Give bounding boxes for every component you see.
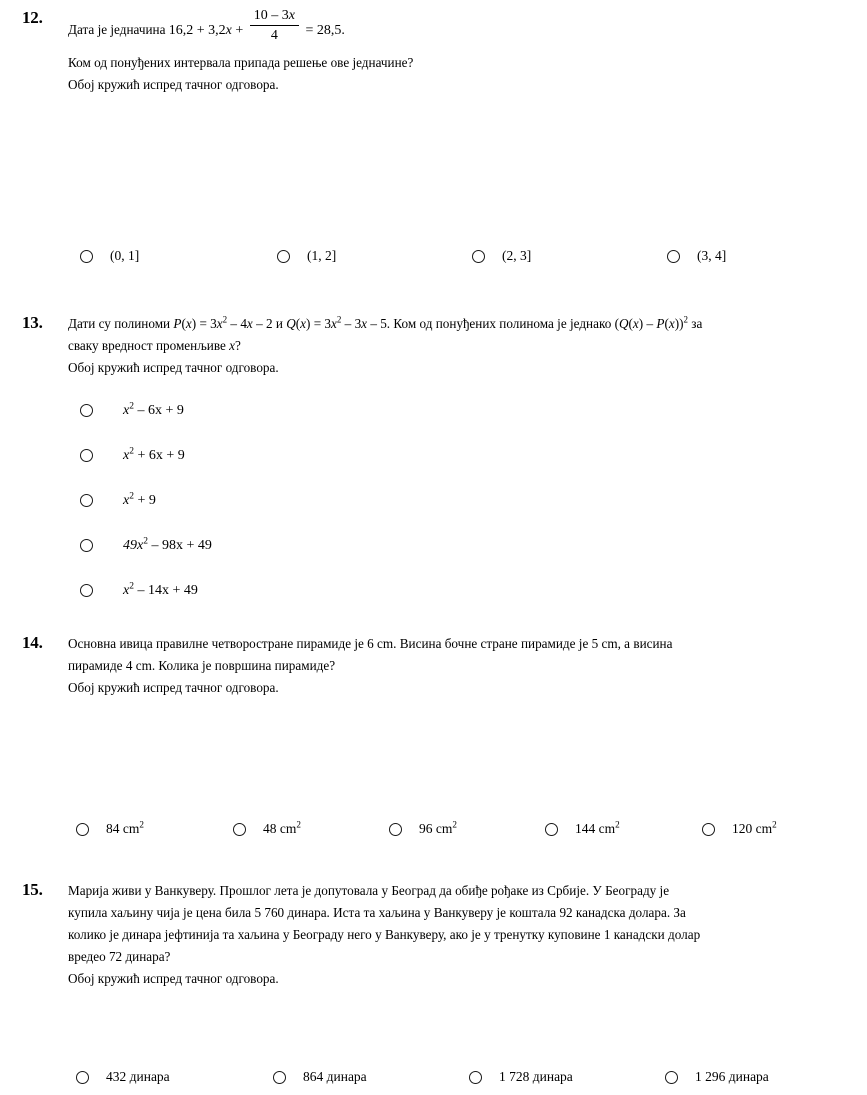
option-14-5-label — [732, 818, 777, 840]
q13-t11: ) – — [638, 316, 657, 331]
equation-lhs-start: 16,2 + 3,2 — [168, 23, 226, 38]
radio-circle-icon[interactable] — [277, 250, 290, 263]
opt13-4-rest: – 98x + 49 — [147, 537, 212, 553]
q13-t13: )) — [674, 316, 684, 331]
option-12-2-label: (1, 2] — [307, 248, 337, 263]
option-14-4-label — [575, 818, 620, 840]
fraction-numerator-start: 10 – 3 — [253, 7, 289, 23]
q13-x6: x — [361, 316, 368, 331]
question-12-equation-line — [68, 8, 833, 52]
equation-lhs-var: x — [225, 23, 232, 38]
q13-x2: x — [216, 316, 223, 331]
option-14-3[interactable] — [389, 818, 457, 840]
option-15-1[interactable] — [76, 1066, 170, 1088]
q13-t7: ) = 3 — [306, 316, 332, 331]
option-13-2-label — [123, 445, 185, 467]
equation-fraction — [250, 7, 299, 44]
option-15-2-label: 864 динара — [303, 1069, 367, 1084]
question-13-instruction: Обој кружић испред тачног одговора. — [68, 360, 279, 375]
question-14-instruction: Обој кружић испред тачног одговора. — [68, 680, 279, 695]
option-13-3[interactable] — [80, 478, 212, 523]
option-13-5[interactable] — [80, 568, 212, 613]
question-14-options — [0, 818, 867, 840]
q13-l2a: сваку вредност променљиве — [68, 338, 230, 353]
option-13-3-label — [123, 490, 156, 512]
q13-x7: x — [632, 316, 639, 331]
opt14-1-value: 84 — [106, 821, 120, 836]
option-13-2[interactable] — [80, 433, 212, 478]
question-15-line-2: купила хаљину чија је цена била 5 760 динара. Иста та хаљина у Ванкуверу је коштала 92 канадска долара. За — [68, 905, 686, 920]
opt13-2-sup: 2 — [129, 445, 134, 456]
q13-p: P — [173, 316, 182, 331]
option-14-2-label — [263, 818, 301, 840]
option-13-4[interactable] — [80, 523, 212, 568]
question-13-line-2 — [68, 335, 833, 357]
question-13-line-1 — [68, 313, 833, 335]
q13-t10: ( — [628, 316, 633, 331]
opt14-3-value: 96 — [419, 821, 433, 836]
opt13-1-rest: – 6x + 9 — [133, 402, 184, 418]
question-14-number: 14. — [22, 633, 43, 652]
equation-rhs: 28,5. — [316, 23, 345, 38]
option-14-1-label — [106, 818, 144, 840]
opt14-2-sup: 2 — [296, 819, 301, 830]
opt13-5-rest: – 14x + 49 — [133, 582, 198, 598]
radio-circle-icon[interactable] — [472, 250, 485, 263]
question-14-line-2: пирамиде 4 cm. Колика је површина пирамиде? — [68, 658, 336, 673]
q13-t4: – 4 — [227, 316, 247, 331]
opt14-4-value: 144 — [575, 821, 596, 836]
opt14-5-value: 120 — [732, 821, 753, 836]
option-12-3-label: (2, 3] — [502, 248, 532, 263]
option-12-2[interactable] — [277, 245, 336, 267]
q13-t2: ( — [181, 316, 186, 331]
option-12-1[interactable] — [80, 245, 139, 267]
radio-circle-icon[interactable] — [273, 1071, 286, 1084]
q13-t1: Дати су полиноми — [68, 316, 174, 331]
option-15-3[interactable] — [469, 1066, 573, 1088]
radio-circle-icon[interactable] — [80, 449, 93, 462]
opt14-2-value: 48 — [263, 821, 277, 836]
q13-t8: – 3 — [341, 316, 362, 331]
radio-circle-icon[interactable] — [702, 823, 715, 836]
question-12-body — [68, 8, 833, 96]
radio-circle-icon[interactable] — [469, 1071, 482, 1084]
question-12-options — [0, 245, 867, 267]
question-15-line-4: вредео 72 динара? — [68, 949, 171, 964]
option-12-4[interactable] — [667, 245, 726, 267]
opt13-4-var: 49x — [123, 537, 144, 553]
q13-q2: Q — [618, 316, 629, 331]
opt14-5-sup: 2 — [772, 819, 777, 830]
question-15-instruction: Обој кружић испред тачног одговора. — [68, 971, 279, 986]
q13-x4: x — [300, 316, 306, 331]
opt14-4-unit: cm — [598, 821, 616, 836]
radio-circle-icon[interactable] — [76, 1071, 89, 1084]
option-15-4[interactable] — [665, 1066, 769, 1088]
opt14-2-unit: cm — [279, 821, 297, 836]
option-15-3-label: 1 728 динара — [499, 1069, 573, 1084]
option-14-4[interactable] — [545, 818, 620, 840]
q13-x1: x — [185, 316, 192, 331]
q13-sup2: 2 — [336, 314, 342, 325]
option-15-2[interactable] — [273, 1066, 367, 1088]
option-15-4-label: 1 296 динара — [695, 1069, 769, 1084]
q13-x5: x — [331, 316, 337, 331]
radio-circle-icon[interactable] — [665, 1071, 678, 1084]
question-15-options — [0, 1066, 867, 1088]
question-12-number: 12. — [22, 8, 43, 27]
question-12-prompt: Ком од понуђених интервала припада решење ове једначине? — [68, 55, 414, 70]
radio-circle-icon[interactable] — [80, 250, 93, 263]
radio-circle-icon[interactable] — [80, 539, 93, 552]
option-14-2[interactable] — [233, 818, 301, 840]
question-14-body — [68, 633, 833, 699]
opt13-1-var: x — [123, 402, 130, 418]
q13-x3: x — [246, 316, 253, 331]
opt13-4-sup: 2 — [143, 535, 148, 546]
opt14-4-sup: 2 — [615, 819, 620, 830]
question-15-line-1: Марија живи у Ванкуверу. Прошлог лета је допутовала у Београд да обиђе рођаке из Србије. У Београду је — [68, 883, 670, 898]
radio-circle-icon[interactable] — [667, 250, 680, 263]
equation-equals: = — [305, 23, 314, 38]
opt14-5-unit: cm — [755, 821, 773, 836]
question-15-body — [68, 880, 833, 990]
option-13-5-label — [123, 580, 198, 602]
opt13-3-var: x — [123, 492, 130, 508]
radio-circle-icon[interactable] — [545, 823, 558, 836]
question-13-body — [68, 313, 833, 379]
q13-x8: x — [668, 316, 675, 331]
q13-t9: – 5. Ком од понуђених полинома је једнако ( — [367, 316, 619, 331]
opt13-2-rest: + 6x + 9 — [133, 447, 185, 463]
option-12-1-label: (0, 1] — [110, 248, 140, 263]
option-13-4-label — [123, 535, 212, 557]
option-12-4-label: (3, 4] — [697, 248, 727, 263]
question-13-number: 13. — [22, 313, 43, 332]
question-12-equation-intro: Дата је једначина — [68, 22, 166, 37]
equation-plus: + — [235, 23, 244, 38]
radio-circle-icon[interactable] — [389, 823, 402, 836]
opt13-5-var: x — [123, 582, 130, 598]
q13-t5: – 2 и — [252, 316, 287, 331]
radio-circle-icon[interactable] — [80, 584, 93, 597]
radio-circle-icon[interactable] — [233, 823, 246, 836]
question-15-number: 15. — [22, 880, 43, 899]
opt13-2-var: x — [123, 447, 130, 463]
q13-l2x: x — [229, 338, 236, 353]
opt14-3-unit: cm — [435, 821, 453, 836]
option-12-3[interactable] — [472, 245, 531, 267]
option-14-5[interactable] — [702, 818, 777, 840]
opt14-3-sup: 2 — [452, 819, 457, 830]
q13-q: Q — [286, 316, 296, 331]
radio-circle-icon[interactable] — [80, 494, 93, 507]
q13-t14: за — [687, 316, 703, 331]
option-15-1-label: 432 динара — [106, 1069, 170, 1084]
q13-sup1: 2 — [222, 314, 228, 325]
q13-t6: ( — [295, 316, 301, 331]
opt13-5-sup: 2 — [129, 580, 134, 591]
question-14-line-1: Основна ивица правилне четворостране пирамиде је 6 cm. Висина бочне стране пирамиде је 5 cm, а висина — [68, 636, 673, 651]
option-13-1[interactable] — [80, 388, 212, 433]
option-14-3-label — [419, 818, 457, 840]
opt13-3-rest: + 9 — [133, 492, 156, 508]
opt14-1-unit: cm — [122, 821, 140, 836]
fraction-numerator — [250, 7, 299, 26]
question-12-instruction: Обој кружић испред тачног одговора. — [68, 77, 279, 92]
question-15-line-3: колико је динара јефтинија та хаљина у Београду него у Ванкуверу, ако је у тренутку куповине 1 канадски долар — [68, 927, 701, 942]
q13-t3: ) = 3 — [191, 316, 217, 331]
option-14-1[interactable] — [76, 818, 144, 840]
radio-circle-icon[interactable] — [76, 823, 89, 836]
q13-sup3: 2 — [683, 314, 688, 325]
question-12-equation — [168, 7, 345, 43]
option-13-1-label — [123, 400, 184, 422]
q13-l2b: ? — [235, 338, 241, 353]
q13-p2: P — [656, 316, 665, 331]
question-13-options — [80, 388, 212, 613]
radio-circle-icon[interactable] — [80, 404, 93, 417]
opt13-1-sup: 2 — [129, 400, 134, 411]
fraction-numerator-var: x — [288, 7, 295, 23]
fraction-denominator: 4 — [270, 27, 278, 43]
opt14-1-sup: 2 — [139, 819, 144, 830]
opt13-3-sup: 2 — [129, 490, 134, 501]
q13-t12: ( — [664, 316, 669, 331]
